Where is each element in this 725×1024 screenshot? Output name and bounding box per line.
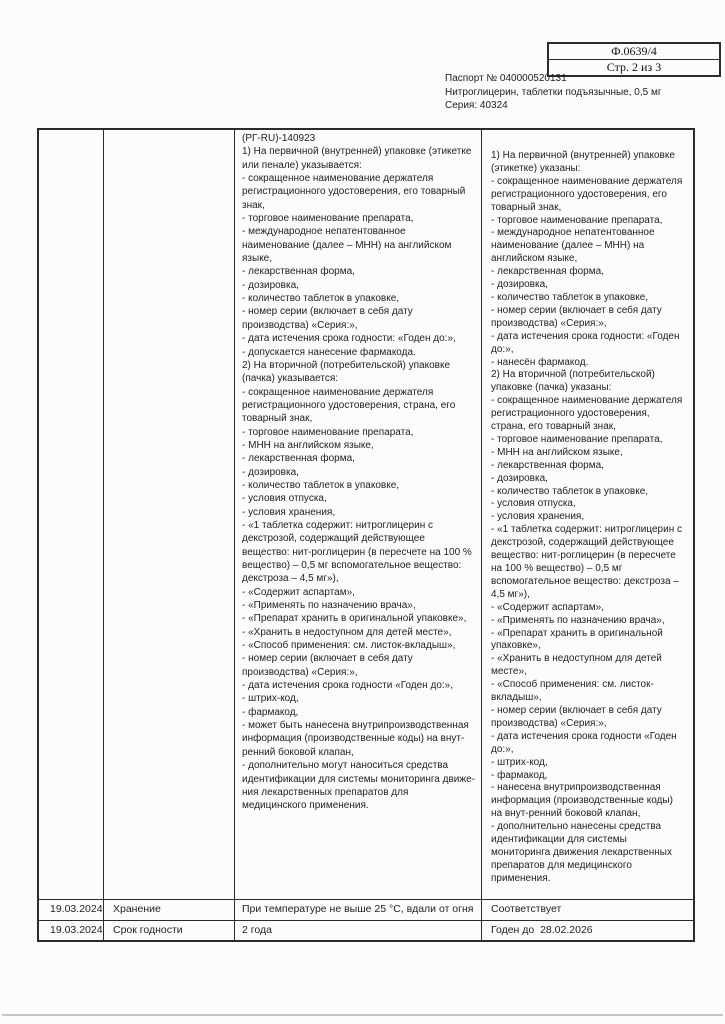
text-line: - нанесена внутрипроизводственная информация (производственные коды) на внут-ренний боковой клапан, [491, 782, 673, 820]
text-line: - лекарственная форма, [242, 453, 355, 465]
text-line: - сокращенное наименование держателя регистрационного удостоверения, его товарный знак, [242, 173, 466, 211]
text-line: - номер серии (включает в себя дату производства) «Серия:», [491, 704, 662, 729]
text-line: - торговое наименование препарата, [491, 214, 663, 226]
text-line: - «Препарат хранить в оригинальной упаковке», [491, 627, 663, 652]
specification-table [37, 128, 695, 942]
text-line: - условия хранения, [242, 506, 336, 518]
storage-row-result: Соответствует [482, 900, 693, 921]
text-line: - МНН на английском языке, [242, 439, 374, 451]
text-line: - дата истечения срока годности: «Годен до:», [242, 333, 456, 345]
text-line: - количество таблеток в упаковке, [242, 293, 400, 305]
text-line: - может быть нанесена внутрипроизводственная информация (производственные коды) на внут-ренний боковой клапан, [242, 720, 469, 758]
text-line: - дата истечения срока годности: «Годен до:», [491, 330, 680, 355]
storage-row-parameter: Хранение [104, 900, 235, 921]
text-line: - нанесён фармакод. [491, 356, 589, 368]
text-line: - «1 таблетка содержит: нитроглицерин с декстрозой, содержащий действующее вещество: нит-роглицерин (в пересчете на 100 % вещество) – 0,5 мг вспомогательное вещество: декстроза – 4,5 мг»), [242, 519, 472, 585]
text-line: - лекарственная форма, [491, 459, 604, 471]
text-line: - номер серии (включает в себя дату производства) «Серия:», [242, 653, 413, 678]
text-line: - количество таблеток в упаковке, [242, 479, 400, 491]
text-line: - «Содержит аспартам», [491, 601, 604, 613]
text-line: - «Препарат хранить в оригинальной упаковке», [242, 613, 467, 625]
page-number: Стр. 2 из 3 [606, 60, 662, 74]
main-row-requirements-cell [235, 130, 482, 900]
text-line: 2) На вторичной (потребительской) упаковке (пачка) указывается: [242, 359, 451, 385]
text-line: 1) На первичной (внутренней) упаковке (этикетке) указаны: [491, 150, 675, 174]
text-line: - дополнительно могут наноситься средства идентификации для системы мониторинга движе-ния лекарственных препаратов для медицинского применения. [242, 760, 475, 812]
shelf-life-row-parameter: Срок годности [104, 921, 235, 940]
scan-artifact-line [2, 1014, 723, 1016]
storage-row-requirement: При температуре не выше 25 °С, вдали от огня [235, 900, 482, 921]
text-line: - фармакод, [491, 769, 548, 781]
main-row-results-cell [482, 130, 693, 900]
text-line: - «Применять по назначению врача», [242, 600, 416, 612]
text-line: - штрих-код, [491, 756, 548, 768]
text-line: - сокращенное наименование держателя регистрационного удостоверения, страна, его товарный знак, [491, 395, 683, 433]
text-line: 1) На первичной (внутренней) упаковке (этикетке или пенале) указывается: [242, 146, 472, 171]
text-line: - дозировка, [242, 279, 299, 291]
text-line: - дата истечения срока годности «Годен до:», [242, 680, 454, 692]
text-line: (РГ-RU)-140923 [242, 133, 316, 144]
text-line: - международное непатентованное наименование (далее – МНН) на английском языке, [491, 227, 655, 265]
text-line: - дозировка, [491, 279, 548, 291]
shelf-life-row-result: Годен до 28.02.2026 [491, 924, 593, 936]
main-row-parameter-cell [104, 130, 235, 900]
passport-number: Паспорт № 040000520131 [445, 73, 567, 84]
shelf-life-row-date: 19.03.2024 [39, 921, 104, 940]
text-line: - лекарственная форма, [491, 266, 604, 278]
text-line: - дозировка, [242, 466, 299, 478]
text-line: - «Способ применения: см. листок-вкладыш», [242, 640, 456, 652]
text-line: - номер серии (включает в себя дату производства) «Серия:», [491, 304, 662, 329]
text-line: - количество таблеток в упаковке, [491, 485, 649, 497]
text-line: - торговое наименование препарата, [491, 433, 663, 445]
text-line: - «Хранить в недоступном для детей месте», [242, 626, 452, 638]
drug-title: Нитроглицерин, таблетки подъязычные, 0,5 мг [445, 86, 662, 98]
text-line: - фармакод, [242, 706, 299, 718]
text-line: - «Способ применения: см. листок-вкладыш», [491, 679, 654, 704]
form-code: Ф.0639/4 [549, 44, 719, 60]
text-line: - торговое наименование препарата, [242, 426, 414, 438]
text-line: - дополнительно нанесены средства идентификации для системы мониторинга движения лекарственных препаратов для медицинского применения. [491, 821, 672, 884]
text-line: - лекарственная форма, [242, 266, 355, 278]
text-line: - МНН на английском языке, [491, 446, 623, 458]
text-line: - условия хранения, [491, 511, 585, 523]
text-line: - штрих-код, [242, 693, 299, 705]
text-line: - «1 таблетка содержит: нитроглицерин с декстрозой, содержащий действующее вещество: нит-роглицерин (в пересчете на 100 % вещество) – 0,5 мг вспомогательное вещество: декстроза – 4,5 мг»), [491, 524, 683, 600]
series-number: Серия: 40324 [445, 100, 508, 111]
text-line: - сокращенное наименование держателя регистрационного удостоверения, его товарный знак, [491, 175, 683, 213]
text-line: - международное непатентованное наименование (далее – МНН) на английском языке, [242, 226, 452, 265]
text-line: - «Хранить в недоступном для детей месте», [491, 653, 662, 678]
text-line: - дозировка, [491, 472, 548, 484]
text-line: - условия отпуска, [491, 498, 576, 510]
document-meta [445, 72, 662, 113]
text-line: 2) На вторичной (потребительской) упаковке (пачка) указаны: [491, 369, 655, 394]
text-line: - условия отпуска, [242, 493, 327, 505]
text-line: - номер серии (включает в себя дату производства) «Серия:», [242, 306, 413, 331]
text-line: - «Содержит аспартам», [242, 586, 355, 598]
main-row-date-cell [39, 130, 104, 900]
shelf-life-row-requirement: 2 года [235, 921, 482, 940]
text-line: - допускается нанесение фармакода. [242, 346, 416, 358]
text-line: - количество таблеток в упаковке, [491, 291, 649, 303]
text-line: - «Применять по назначению врача», [491, 614, 665, 626]
text-line: - дата истечения срока годности «Годен до:», [491, 730, 677, 755]
text-line: - торговое наименование препарата, [242, 213, 414, 225]
text-line: - сокращенное наименование держателя регистрационного удостоверения, страна, его товарный знак, [242, 386, 456, 425]
storage-row-date: 19.03.2024 [39, 900, 104, 921]
